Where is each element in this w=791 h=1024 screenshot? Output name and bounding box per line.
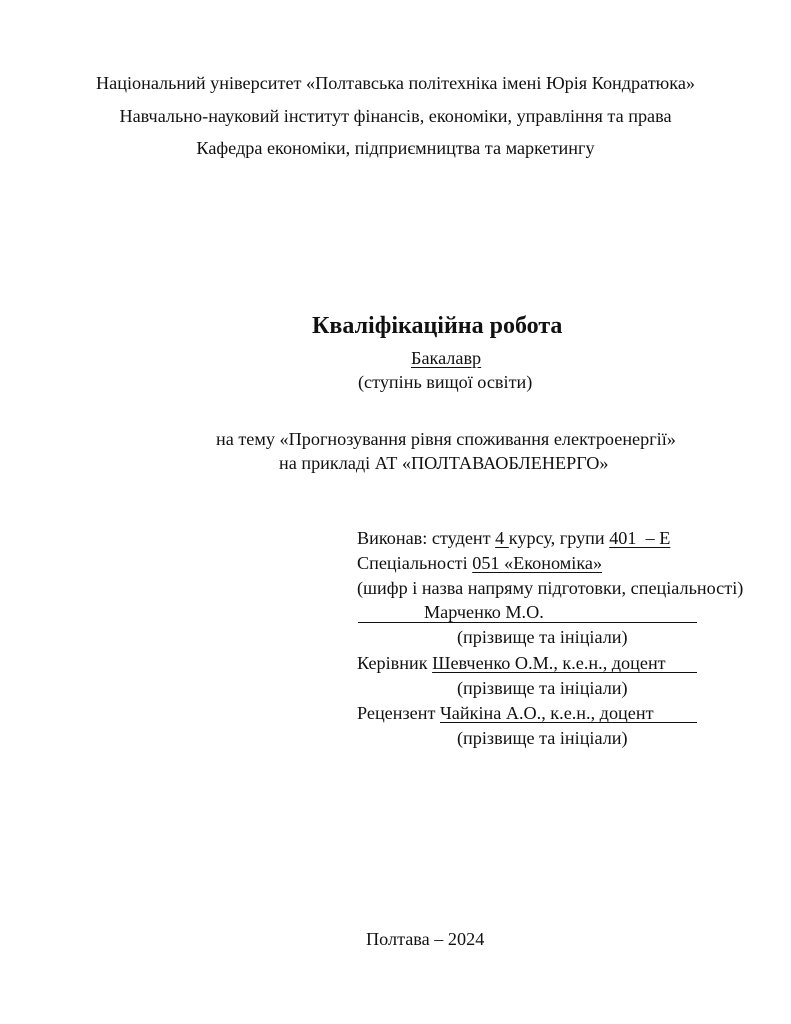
specialty-value: 051 «Економіка» [472,553,603,573]
course-value: 4 [495,528,509,548]
document-title: Кваліфікаційна робота [312,313,563,339]
supervisor-signature-line [433,672,697,673]
specialty-row [357,552,602,574]
performed-by-row [357,527,670,549]
student-caption: (прізвище та ініціали) [457,627,628,647]
reviewer-caption: (прізвище та ініціали) [457,728,628,748]
specialty-caption: (шифр і назва напряму підготовки, спеціальності) [357,578,744,598]
specialty-prefix: Спеціальності [357,553,473,573]
topic-line-2: на прикладі АТ «ПОЛТАВАОБЛЕНЕРГО» [279,453,609,473]
department-name: Кафедра економіки, підприємництва та маркетингу [196,138,595,158]
topic-line-1: на тему «Прогнозування рівня споживання електроенергії» [216,429,676,449]
reviewer-row [357,702,654,724]
student-name: Марченко М.О. [424,602,544,622]
reviewer-prefix: Рецензент [357,703,440,723]
reviewer-value: Чайкіна А.О., к.е.н., доцент [439,703,654,723]
degree-caption: (ступінь вищої освіти) [358,372,533,392]
performed-prefix: Виконав: студент [357,528,496,548]
supervisor-value: Шевченко О.М., к.е.н., доцент [432,653,666,673]
course-suffix: курсу, групи [508,528,610,548]
city-year: Полтава – 2024 [366,929,485,949]
institute-name: Навчально-науковий інститут фінансів, економіки, управління та права [119,106,672,126]
supervisor-row [357,652,666,674]
supervisor-caption: (прізвище та ініціали) [457,678,628,698]
supervisor-prefix: Керівник [357,653,433,673]
student-signature-line [358,622,697,623]
group-value: 401 – Е [609,528,671,548]
degree-label: Бакалавр [411,348,482,368]
degree-value [411,347,481,369]
university-name: Національний університет «Полтавська політехніка імені Юрія Кондратюка» [96,73,695,93]
reviewer-signature-line [440,722,697,723]
